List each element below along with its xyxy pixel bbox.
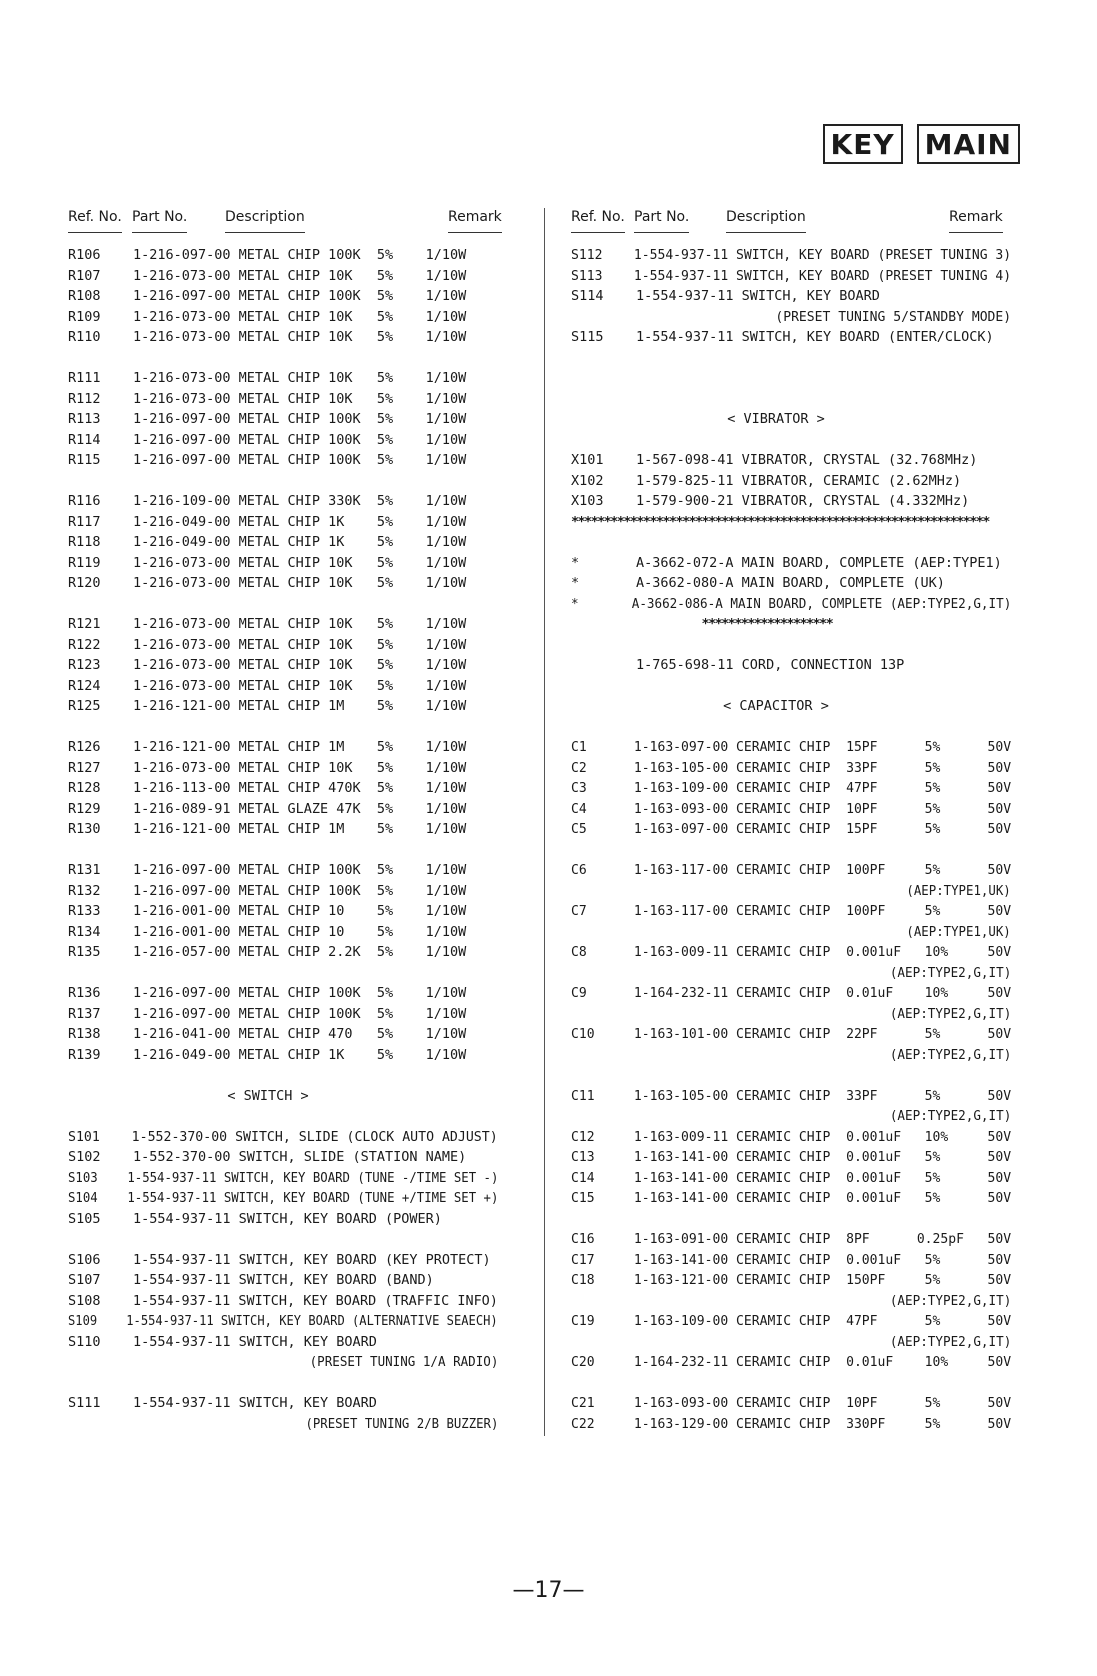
parts-row: (PRESET TUNING 1/A RADIO) [68, 1354, 499, 1370]
parts-row: C17 1-163-141-00 CERAMIC CHIP 0.001uF 5% 50V [571, 1251, 1012, 1268]
parts-row: S104 1-554-937-11 SWITCH, KEY BOARD (TUNE +/TIME SET +) [68, 1190, 499, 1206]
parts-row: R137 1-216-097-00 METAL CHIP 100K 5% 1/10W [68, 1005, 467, 1022]
parts-row: C14 1-163-141-00 CERAMIC CHIP 0.001uF 5% 50V [571, 1169, 1012, 1186]
parts-row: C16 1-163-091-00 CERAMIC CHIP 8PF 0.25pF 50V [571, 1231, 1012, 1247]
separator-line: **************************************************************** [571, 513, 989, 530]
parts-row: R133 1-216-001-00 METAL CHIP 10 5% 1/10W [68, 903, 467, 919]
parts-row: R127 1-216-073-00 METAL CHIP 10K 5% 1/10W [68, 759, 467, 776]
parts-row: R131 1-216-097-00 METAL CHIP 100K 5% 1/10W [68, 862, 467, 878]
parts-row: (PRESET TUNING 5/STANDBY MODE) [571, 308, 1012, 325]
parts-row: R134 1-216-001-00 METAL CHIP 10 5% 1/10W [68, 923, 467, 940]
section-heading: < SWITCH > [227, 1087, 309, 1104]
section-heading: < VIBRATOR > [727, 411, 825, 427]
parts-row: C4 1-163-093-00 CERAMIC CHIP 10PF 5% 50V [571, 800, 1012, 817]
parts-row: R121 1-216-073-00 METAL CHIP 10K 5% 1/10W [68, 616, 467, 632]
parts-row: C6 1-163-117-00 CERAMIC CHIP 100PF 5% 50V [571, 862, 1012, 878]
parts-row: R106 1-216-097-00 METAL CHIP 100K 5% 1/10W [68, 247, 467, 263]
header-ref-no: Ref. No. [571, 209, 625, 233]
parts-row: R136 1-216-097-00 METAL CHIP 100K 5% 1/10W [68, 985, 467, 1001]
parts-row: R129 1-216-089-91 METAL GLAZE 47K 5% 1/10W [68, 800, 467, 817]
column-divider [544, 208, 545, 1436]
header-description: Description [225, 209, 305, 233]
parts-row: C13 1-163-141-00 CERAMIC CHIP 0.001uF 5% 50V [571, 1149, 1012, 1165]
parts-row: R126 1-216-121-00 METAL CHIP 1M 5% 1/10W [68, 739, 467, 755]
parts-row: R119 1-216-073-00 METAL CHIP 10K 5% 1/10W [68, 554, 467, 571]
parts-row: C3 1-163-109-00 CERAMIC CHIP 47PF 5% 50V [571, 780, 1012, 796]
parts-row: (AEP:TYPE2,G,IT) [571, 1292, 1012, 1309]
parts-row: (AEP:TYPE2,G,IT) [571, 1333, 1012, 1350]
parts-row: * A-3662-080-A MAIN BOARD, COMPLETE (UK) [571, 575, 945, 591]
parts-row: R115 1-216-097-00 METAL CHIP 100K 5% 1/10W [68, 452, 467, 468]
parts-row: S103 1-554-937-11 SWITCH, KEY BOARD (TUNE -/TIME SET -) [68, 1169, 499, 1186]
parts-row: (PRESET TUNING 2/B BUZZER) [68, 1415, 499, 1432]
parts-row: R111 1-216-073-00 METAL CHIP 10K 5% 1/10W [68, 370, 467, 386]
parts-row: S112 1-554-937-11 SWITCH, KEY BOARD (PRESET TUNING 3) [571, 247, 1012, 263]
left-column [68, 209, 506, 1432]
parts-row: S114 1-554-937-11 SWITCH, KEY BOARD [571, 288, 880, 304]
parts-row: (AEP:TYPE2,G,IT) [571, 964, 1012, 981]
parts-row: R130 1-216-121-00 METAL CHIP 1M 5% 1/10W [68, 821, 467, 837]
parts-row: R117 1-216-049-00 METAL CHIP 1K 5% 1/10W [68, 513, 467, 530]
right-column-header [571, 209, 1026, 245]
parts-row: C10 1-163-101-00 CERAMIC CHIP 22PF 5% 50V [571, 1026, 1012, 1042]
parts-row: R123 1-216-073-00 METAL CHIP 10K 5% 1/10W [68, 657, 467, 673]
header-part-no: Part No. [634, 209, 689, 233]
section-tabs [823, 124, 1021, 164]
parts-row: S105 1-554-937-11 SWITCH, KEY BOARD (POWER) [68, 1210, 442, 1227]
parts-row: R116 1-216-109-00 METAL CHIP 330K 5% 1/10W [68, 493, 467, 509]
parts-row: (AEP:TYPE1,UK) [571, 882, 1011, 899]
parts-row: R118 1-216-049-00 METAL CHIP 1K 5% 1/10W [68, 534, 467, 550]
parts-row: C15 1-163-141-00 CERAMIC CHIP 0.001uF 5% 50V [571, 1190, 1012, 1206]
header-ref-no: Ref. No. [68, 209, 122, 233]
parts-row: C2 1-163-105-00 CERAMIC CHIP 33PF 5% 50V [571, 759, 1012, 776]
parts-row: R139 1-216-049-00 METAL CHIP 1K 5% 1/10W [68, 1046, 467, 1063]
parts-row: C19 1-163-109-00 CERAMIC CHIP 47PF 5% 50V [571, 1313, 1012, 1329]
parts-row: S115 1-554-937-11 SWITCH, KEY BOARD (ENTER/CLOCK) [571, 329, 994, 345]
parts-row: * A-3662-072-A MAIN BOARD, COMPLETE (AEP:TYPE1) [571, 554, 1002, 571]
parts-row: R107 1-216-073-00 METAL CHIP 10K 5% 1/10W [68, 267, 467, 284]
header-remark: Remark [949, 209, 1003, 233]
parts-row: C9 1-164-232-11 CERAMIC CHIP 0.01uF 10% 50V [571, 985, 1012, 1001]
parts-row: C11 1-163-105-00 CERAMIC CHIP 33PF 5% 50V [571, 1087, 1012, 1104]
parts-row: X102 1-579-825-11 VIBRATOR, CERAMIC (2.62MHz) [571, 472, 962, 489]
parts-row: S107 1-554-937-11 SWITCH, KEY BOARD (BAND) [68, 1272, 434, 1288]
parts-row: C5 1-163-097-00 CERAMIC CHIP 15PF 5% 50V [571, 821, 1012, 837]
parts-row: C8 1-163-009-11 CERAMIC CHIP 0.001uF 10% 50V [571, 944, 1012, 960]
parts-row: R125 1-216-121-00 METAL CHIP 1M 5% 1/10W [68, 698, 467, 714]
parts-row: 1-765-698-11 CORD, CONNECTION 13P [571, 657, 905, 673]
parts-row: R120 1-216-073-00 METAL CHIP 10K 5% 1/10W [68, 575, 467, 591]
parts-row: R122 1-216-073-00 METAL CHIP 10K 5% 1/10W [68, 636, 467, 653]
header-remark: Remark [448, 209, 502, 233]
parts-row: (AEP:TYPE2,G,IT) [571, 1046, 1012, 1063]
parts-row: X101 1-567-098-41 VIBRATOR, CRYSTAL (32.768MHz) [571, 452, 978, 468]
parts-row: R138 1-216-041-00 METAL CHIP 470 5% 1/10W [68, 1026, 467, 1042]
parts-row: S113 1-554-937-11 SWITCH, KEY BOARD (PRESET TUNING 4) [571, 267, 1012, 284]
parts-row: S108 1-554-937-11 SWITCH, KEY BOARD (TRAFFIC INFO) [68, 1292, 498, 1309]
parts-row: S102 1-552-370-00 SWITCH, SLIDE (STATION NAME) [68, 1149, 467, 1165]
parts-row: R132 1-216-097-00 METAL CHIP 100K 5% 1/10W [68, 882, 467, 899]
page-number: —17— [512, 1578, 585, 1603]
parts-row: C22 1-163-129-00 CERAMIC CHIP 330PF 5% 50V [571, 1415, 1012, 1432]
parts-row: X103 1-579-900-21 VIBRATOR, CRYSTAL (4.332MHz) [571, 493, 970, 509]
tab-key: KEY [823, 124, 903, 164]
parts-row: S111 1-554-937-11 SWITCH, KEY BOARD [68, 1395, 377, 1411]
parts-row: (AEP:TYPE2,G,IT) [571, 1005, 1012, 1022]
parts-row: C1 1-163-097-00 CERAMIC CHIP 15PF 5% 50V [571, 739, 1012, 755]
parts-row: S106 1-554-937-11 SWITCH, KEY BOARD (KEY PROTECT) [68, 1251, 491, 1268]
parts-row: C21 1-163-093-00 CERAMIC CHIP 10PF 5% 50V [571, 1395, 1012, 1411]
right-column [571, 209, 1026, 1432]
parts-row: R124 1-216-073-00 METAL CHIP 10K 5% 1/10W [68, 677, 467, 694]
parts-row: C7 1-163-117-00 CERAMIC CHIP 100PF 5% 50V [571, 903, 1012, 919]
left-column-header [68, 209, 506, 245]
parts-row: C20 1-164-232-11 CERAMIC CHIP 0.01uF 10% 50V [571, 1354, 1012, 1370]
parts-row: R112 1-216-073-00 METAL CHIP 10K 5% 1/10W [68, 390, 467, 407]
header-part-no: Part No. [132, 209, 187, 233]
header-description: Description [726, 209, 806, 233]
section-heading: < CAPACITOR > [723, 698, 829, 714]
parts-row: R114 1-216-097-00 METAL CHIP 100K 5% 1/10W [68, 431, 467, 448]
parts-row: R108 1-216-097-00 METAL CHIP 100K 5% 1/10W [68, 288, 467, 304]
parts-row: R113 1-216-097-00 METAL CHIP 100K 5% 1/10W [68, 411, 467, 427]
parts-row: R109 1-216-073-00 METAL CHIP 10K 5% 1/10W [68, 308, 467, 325]
parts-row: * A-3662-086-A MAIN BOARD, COMPLETE (AEP:TYPE2,G,IT) [571, 595, 1012, 612]
parts-row: S101 1-552-370-00 SWITCH, SLIDE (CLOCK AUTO ADJUST) [68, 1128, 498, 1145]
parts-row: R128 1-216-113-00 METAL CHIP 470K 5% 1/10W [68, 780, 467, 796]
parts-row: (AEP:TYPE1,UK) [571, 923, 1011, 940]
tab-main: MAIN [917, 124, 1020, 164]
separator-line: ******************** [571, 616, 833, 632]
parts-row: (AEP:TYPE2,G,IT) [571, 1108, 1012, 1124]
parts-row: R110 1-216-073-00 METAL CHIP 10K 5% 1/10W [68, 329, 467, 345]
parts-row: R135 1-216-057-00 METAL CHIP 2.2K 5% 1/10W [68, 944, 467, 960]
parts-row: S109 1-554-937-11 SWITCH, KEY BOARD (ALTERNATIVE SEAECH) [68, 1313, 498, 1329]
parts-row: C18 1-163-121-00 CERAMIC CHIP 150PF 5% 50V [571, 1272, 1012, 1288]
parts-row: S110 1-554-937-11 SWITCH, KEY BOARD [68, 1333, 377, 1350]
parts-row: C12 1-163-009-11 CERAMIC CHIP 0.001uF 10% 50V [571, 1128, 1012, 1145]
